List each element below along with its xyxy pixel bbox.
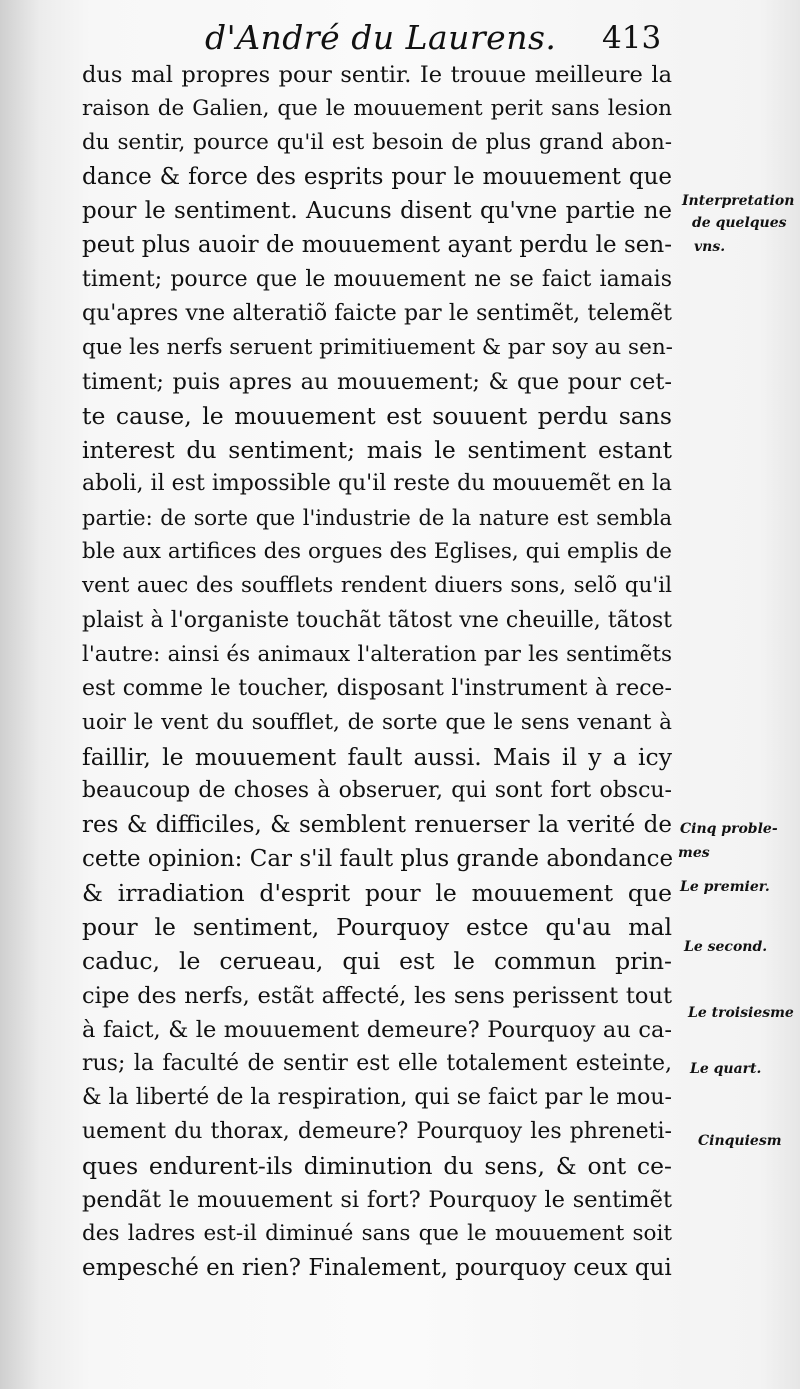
text-line: faillir, le mouuement fault aussi. Mais il y a icy — [82, 742, 672, 771]
text-line: res & difficiles, & semblent renuerser la verité de — [82, 812, 672, 839]
text-line: pendãt le mouuement si fort? Pourquoy le sentimẽt — [82, 1187, 672, 1214]
margin-note-troisiesme: Le troisiesme — [688, 1005, 794, 1021]
text-line: dance & force des esprits pour le mouuement que — [82, 164, 672, 191]
text-line: caduc, le cerueau, qui est le commun prin- — [82, 947, 672, 976]
text-line: rus; la faculté de sentir est elle totalement esteinte, — [82, 1050, 672, 1076]
text-line: empesché en rien? Finalement, pourquoy ceux qui — [82, 1255, 672, 1282]
text-line: l'autre: ainsi és animaux l'alteration par les sentimẽts — [82, 641, 672, 667]
text-line: plaist à l'organiste touchãt tãtost vne cheuille, tãtost — [82, 607, 672, 633]
text-line: ques endurent-ils diminution du sens, & ont ce- — [82, 1152, 672, 1180]
body-text — [82, 58, 672, 1285]
text-line: cette opinion: Car s'il fault plus grande abondance — [82, 846, 674, 873]
text-line: pour le sentiment, Pourquoy estce qu'au mal — [82, 913, 672, 942]
page-number: 413 — [602, 20, 662, 56]
text-line: & la liberté de la respiration, qui se faict par le mou- — [82, 1084, 672, 1110]
text-line: beaucoup de choses à obseruer, qui sont fort obscu- — [82, 777, 672, 803]
margin-note-cinquiesme: Cinquiesm — [698, 1133, 782, 1149]
text-line: du sentir, pource qu'il est besoin de plus grand abon- — [82, 130, 672, 156]
text-line: à faict, & le mouuement demeure? Pourquoy au ca- — [82, 1016, 672, 1043]
margin-note-second: Le second. — [684, 939, 768, 955]
text-line: raison de Galien, que le mouuement perit sans lesion — [82, 96, 672, 122]
text-line: uoir le vent du soufflet, de sorte que le sens venant à — [82, 709, 672, 735]
margin-note-premier: Le premier. — [680, 879, 770, 895]
text-line: te cause, le mouuement est souuent perdu sans — [82, 401, 672, 430]
text-line: que les nerfs seruent primitiuement & par soy au sen- — [82, 334, 673, 360]
text-line: dus mal propres pour sentir. Ie trouue meilleure la — [82, 62, 672, 88]
text-line: aboli, il est impossible qu'il reste du mouuemẽt en la — [82, 471, 672, 497]
text-line: est comme le toucher, disposant l'instrument à rece- — [82, 675, 672, 701]
margin-note-interpretation-line3: vns. — [694, 239, 726, 255]
margin-notes — [676, 0, 800, 1389]
margin-note-cinq-problemes-line2: mes — [678, 845, 710, 861]
text-line: timent; puis apres au mouuement; & que pour cet- — [82, 368, 672, 395]
text-line: des ladres est-il diminué sans que le mouuement soit — [82, 1221, 672, 1247]
text-line: interest du sentiment; mais le sentiment estant — [82, 436, 672, 465]
margin-note-quart: Le quart. — [690, 1061, 762, 1077]
text-line: cipe des nerfs, estãt affecté, les sens perissent tout — [82, 982, 672, 1009]
text-line: peut plus auoir de mouuement ayant perdu le sen- — [82, 232, 672, 259]
running-title: d'André du Laurens. — [205, 18, 557, 57]
text-line: ble aux artifices des orgues des Eglises, qui emplis de — [82, 539, 672, 565]
text-line: timent; pource que le mouuement ne se faict iamais — [82, 266, 672, 292]
text-line: pour le sentiment. Aucuns disent qu'vne partie ne — [82, 198, 672, 225]
text-line: uement du thorax, demeure? Pourquoy les phreneti- — [82, 1118, 672, 1144]
text-line: qu'apres vne alteratiõ faicte par le sentimẽt, telemẽt — [82, 300, 672, 326]
text-line: vent auec des soufflets rendent diuers sons, selõ qu'il — [82, 573, 672, 599]
margin-note-interpretation-line1: Interpretation — [682, 193, 795, 209]
margin-note-cinq-problemes-line1: Cinq proble- — [680, 821, 778, 837]
text-line: & irradiation d'esprit pour le mouuement que — [82, 879, 672, 908]
text-line: partie: de sorte que l'industrie de la nature est sembla — [82, 506, 672, 531]
margin-note-interpretation-line2: de quelques — [692, 215, 787, 231]
